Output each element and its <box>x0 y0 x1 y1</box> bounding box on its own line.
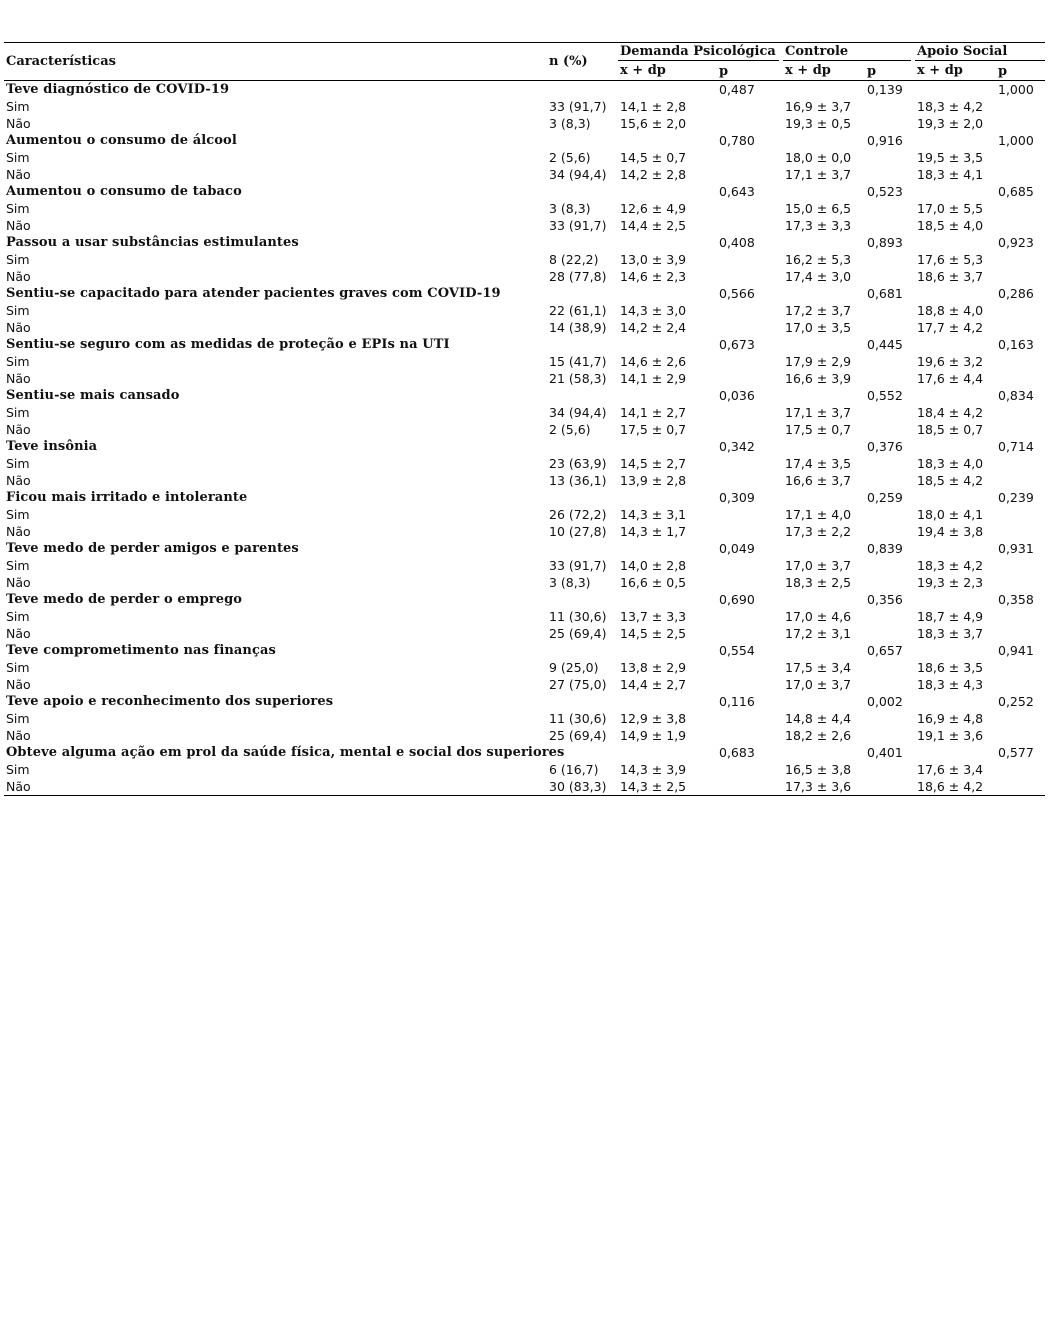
header-characteristics: Características <box>6 54 116 69</box>
mean-sd-controle: 17,4 ± 3,5 <box>785 456 852 471</box>
response-label: Sim <box>6 609 30 624</box>
p-value-demanda: 0,690 <box>719 592 755 607</box>
response-row-nao <box>4 778 1045 795</box>
p-value-apoio: 0,239 <box>998 490 1034 505</box>
mean-sd-demanda: 14,3 ± 1,7 <box>620 524 687 539</box>
mean-sd-demanda: 14,6 ± 2,6 <box>620 354 687 369</box>
group-rule-controle <box>783 60 911 61</box>
characteristic-label: Ficou mais irritado e intolerante <box>6 490 248 505</box>
mean-sd-demanda: 13,7 ± 3,3 <box>620 609 687 624</box>
n-percent: 34 (94,4) <box>549 167 607 182</box>
mean-sd-controle: 17,9 ± 2,9 <box>785 354 852 369</box>
response-label: Não <box>6 167 31 182</box>
mean-sd-apoio: 18,8 ± 4,0 <box>917 303 984 318</box>
response-row-sim <box>4 302 1045 319</box>
characteristic-row <box>4 744 1045 761</box>
mean-sd-demanda: 14,0 ± 2,8 <box>620 558 687 573</box>
mean-sd-apoio: 19,5 ± 3,5 <box>917 150 984 165</box>
characteristic-row <box>4 183 1045 200</box>
mean-sd-apoio: 19,3 ± 2,3 <box>917 575 984 590</box>
p-value-apoio: 0,923 <box>998 235 1034 250</box>
response-row-nao <box>4 421 1045 438</box>
header-dem-mean: x + dp <box>620 63 666 78</box>
mean-sd-demanda: 14,5 ± 2,7 <box>620 456 687 471</box>
response-row-sim <box>4 200 1045 217</box>
characteristic-row <box>4 81 1045 98</box>
response-label: Não <box>6 677 31 692</box>
characteristic-label: Teve comprometimento nas finanças <box>6 643 276 658</box>
n-percent: 6 (16,7) <box>549 762 599 777</box>
p-value-demanda: 0,036 <box>719 388 755 403</box>
n-percent: 21 (58,3) <box>549 371 607 386</box>
p-value-controle: 0,259 <box>867 490 903 505</box>
mean-sd-apoio: 16,9 ± 4,8 <box>917 711 984 726</box>
response-row-nao <box>4 319 1045 336</box>
mean-sd-apoio: 18,3 ± 3,7 <box>917 626 984 641</box>
p-value-apoio: 0,941 <box>998 643 1034 658</box>
response-label: Não <box>6 371 31 386</box>
mean-sd-demanda: 13,9 ± 2,8 <box>620 473 687 488</box>
n-percent: 8 (22,2) <box>549 252 599 267</box>
n-percent: 23 (63,9) <box>549 456 607 471</box>
response-row-nao <box>4 676 1045 693</box>
p-value-apoio: 0,252 <box>998 694 1034 709</box>
mean-sd-apoio: 19,1 ± 3,6 <box>917 728 984 743</box>
p-value-controle: 0,139 <box>867 82 903 97</box>
n-percent: 15 (41,7) <box>549 354 607 369</box>
mean-sd-apoio: 19,4 ± 3,8 <box>917 524 984 539</box>
response-row-sim <box>4 659 1045 676</box>
mean-sd-demanda: 14,9 ± 1,9 <box>620 728 687 743</box>
p-value-demanda: 0,643 <box>719 184 755 199</box>
mean-sd-demanda: 14,1 ± 2,7 <box>620 405 687 420</box>
n-percent: 27 (75,0) <box>549 677 607 692</box>
characteristic-label: Teve apoio e reconhecimento dos superiores <box>6 694 334 709</box>
n-percent: 26 (72,2) <box>549 507 607 522</box>
mean-sd-apoio: 18,6 ± 4,2 <box>917 779 984 794</box>
mean-sd-demanda: 14,2 ± 2,4 <box>620 320 687 335</box>
response-label: Não <box>6 575 31 590</box>
mean-sd-controle: 17,5 ± 3,4 <box>785 660 852 675</box>
group-rule-apoio <box>915 60 1045 61</box>
p-value-controle: 0,376 <box>867 439 903 454</box>
mean-sd-controle: 17,4 ± 3,0 <box>785 269 852 284</box>
mean-sd-controle: 17,0 ± 3,7 <box>785 558 852 573</box>
n-percent: 22 (61,1) <box>549 303 607 318</box>
response-label: Sim <box>6 711 30 726</box>
characteristic-row <box>4 693 1045 710</box>
response-label: Sim <box>6 660 30 675</box>
characteristic-label: Teve medo de perder o emprego <box>6 592 243 607</box>
characteristic-row <box>4 387 1045 404</box>
mean-sd-apoio: 18,4 ± 4,2 <box>917 405 984 420</box>
response-row-sim <box>4 761 1045 778</box>
p-value-demanda: 0,309 <box>719 490 755 505</box>
response-label: Não <box>6 116 31 131</box>
mean-sd-apoio: 19,6 ± 3,2 <box>917 354 984 369</box>
mean-sd-controle: 17,1 ± 3,7 <box>785 405 852 420</box>
response-label: Não <box>6 779 31 794</box>
response-row-nao <box>4 115 1045 132</box>
response-label: Não <box>6 320 31 335</box>
p-value-controle: 0,681 <box>867 286 903 301</box>
mean-sd-controle: 16,9 ± 3,7 <box>785 99 852 114</box>
header-group-demanda: Demanda Psicológica <box>620 44 776 59</box>
mean-sd-demanda: 14,1 ± 2,9 <box>620 371 687 386</box>
table-body <box>4 81 1045 796</box>
mean-sd-apoio: 18,7 ± 4,9 <box>917 609 984 624</box>
response-row-sim <box>4 149 1045 166</box>
response-row-sim <box>4 557 1045 574</box>
response-label: Não <box>6 524 31 539</box>
p-value-controle: 0,893 <box>867 235 903 250</box>
header-dem-p: p <box>719 64 729 79</box>
n-percent: 28 (77,8) <box>549 269 607 284</box>
mean-sd-demanda: 14,5 ± 0,7 <box>620 150 687 165</box>
mean-sd-apoio: 18,5 ± 0,7 <box>917 422 984 437</box>
response-row-sim <box>4 353 1045 370</box>
header-ctl-mean: x + dp <box>785 63 831 78</box>
response-label: Não <box>6 218 31 233</box>
mean-sd-controle: 15,0 ± 6,5 <box>785 201 852 216</box>
p-value-controle: 0,839 <box>867 541 903 556</box>
mean-sd-controle: 19,3 ± 0,5 <box>785 116 852 131</box>
mean-sd-controle: 17,2 ± 3,1 <box>785 626 852 641</box>
mean-sd-apoio: 17,7 ± 4,2 <box>917 320 984 335</box>
p-value-apoio: 1,000 <box>998 82 1034 97</box>
p-value-controle: 0,445 <box>867 337 903 352</box>
mean-sd-controle: 18,3 ± 2,5 <box>785 575 852 590</box>
n-percent: 33 (91,7) <box>549 99 607 114</box>
response-row-sim <box>4 251 1045 268</box>
mean-sd-controle: 16,6 ± 3,9 <box>785 371 852 386</box>
table-header <box>4 42 1045 81</box>
header-n-pct: n (%) <box>549 54 588 69</box>
mean-sd-controle: 16,6 ± 3,7 <box>785 473 852 488</box>
response-row-sim <box>4 506 1045 523</box>
n-percent: 14 (38,9) <box>549 320 607 335</box>
mean-sd-controle: 17,1 ± 3,7 <box>785 167 852 182</box>
response-label: Sim <box>6 252 30 267</box>
mean-sd-demanda: 12,6 ± 4,9 <box>620 201 687 216</box>
mean-sd-controle: 17,2 ± 3,7 <box>785 303 852 318</box>
mean-sd-apoio: 17,6 ± 3,4 <box>917 762 984 777</box>
n-percent: 3 (8,3) <box>549 116 591 131</box>
mean-sd-controle: 17,0 ± 4,6 <box>785 609 852 624</box>
p-value-demanda: 0,780 <box>719 133 755 148</box>
characteristic-label: Aumentou o consumo de álcool <box>6 133 237 148</box>
p-value-controle: 0,356 <box>867 592 903 607</box>
mean-sd-demanda: 12,9 ± 3,8 <box>620 711 687 726</box>
mean-sd-demanda: 13,8 ± 2,9 <box>620 660 687 675</box>
response-row-nao <box>4 625 1045 642</box>
characteristic-row <box>4 642 1045 659</box>
mean-sd-controle: 18,2 ± 2,6 <box>785 728 852 743</box>
mean-sd-controle: 17,3 ± 2,2 <box>785 524 852 539</box>
p-value-controle: 0,916 <box>867 133 903 148</box>
response-label: Não <box>6 728 31 743</box>
response-row-nao <box>4 217 1045 234</box>
p-value-demanda: 0,487 <box>719 82 755 97</box>
p-value-demanda: 0,683 <box>719 745 755 760</box>
response-label: Sim <box>6 456 30 471</box>
response-label: Sim <box>6 405 30 420</box>
mean-sd-apoio: 18,5 ± 4,0 <box>917 218 984 233</box>
response-row-sim <box>4 98 1045 115</box>
response-label: Sim <box>6 354 30 369</box>
characteristic-row <box>4 540 1045 557</box>
n-percent: 25 (69,4) <box>549 626 607 641</box>
mean-sd-controle: 17,3 ± 3,3 <box>785 218 852 233</box>
mean-sd-demanda: 14,4 ± 2,7 <box>620 677 687 692</box>
n-percent: 9 (25,0) <box>549 660 599 675</box>
p-value-demanda: 0,116 <box>719 694 755 709</box>
mean-sd-controle: 16,2 ± 5,3 <box>785 252 852 267</box>
mean-sd-demanda: 14,1 ± 2,8 <box>620 99 687 114</box>
characteristic-label: Teve medo de perder amigos e parentes <box>6 541 299 556</box>
p-value-controle: 0,552 <box>867 388 903 403</box>
mean-sd-apoio: 19,3 ± 2,0 <box>917 116 984 131</box>
response-label: Não <box>6 269 31 284</box>
mean-sd-apoio: 17,6 ± 4,4 <box>917 371 984 386</box>
response-label: Não <box>6 626 31 641</box>
mean-sd-apoio: 18,3 ± 4,1 <box>917 167 984 182</box>
characteristic-label: Sentiu-se mais cansado <box>6 388 180 403</box>
mean-sd-apoio: 18,5 ± 4,2 <box>917 473 984 488</box>
characteristic-row <box>4 132 1045 149</box>
mean-sd-apoio: 18,3 ± 4,0 <box>917 456 984 471</box>
mean-sd-demanda: 13,0 ± 3,9 <box>620 252 687 267</box>
header-ctl-p: p <box>867 64 877 79</box>
group-rule-demanda <box>618 60 779 61</box>
p-value-apoio: 0,834 <box>998 388 1034 403</box>
characteristic-row <box>4 438 1045 455</box>
response-row-sim <box>4 710 1045 727</box>
n-percent: 2 (5,6) <box>549 150 591 165</box>
mean-sd-apoio: 17,6 ± 5,3 <box>917 252 984 267</box>
n-percent: 10 (27,8) <box>549 524 607 539</box>
response-row-nao <box>4 166 1045 183</box>
p-value-controle: 0,401 <box>867 745 903 760</box>
header-group-controle: Controle <box>785 44 849 59</box>
mean-sd-controle: 17,3 ± 3,6 <box>785 779 852 794</box>
mean-sd-apoio: 18,3 ± 4,2 <box>917 99 984 114</box>
p-value-apoio: 0,577 <box>998 745 1034 760</box>
response-row-sim <box>4 608 1045 625</box>
mean-sd-controle: 14,8 ± 4,4 <box>785 711 852 726</box>
response-row-nao <box>4 574 1045 591</box>
p-value-controle: 0,002 <box>867 694 903 709</box>
header-group-apoio: Apoio Social <box>917 44 1008 59</box>
p-value-controle: 0,657 <box>867 643 903 658</box>
mean-sd-apoio: 18,0 ± 4,1 <box>917 507 984 522</box>
response-label: Sim <box>6 507 30 522</box>
header-apo-p: p <box>998 64 1008 79</box>
p-value-demanda: 0,554 <box>719 643 755 658</box>
results-table <box>4 42 1045 796</box>
response-label: Sim <box>6 99 30 114</box>
mean-sd-controle: 16,5 ± 3,8 <box>785 762 852 777</box>
mean-sd-controle: 17,0 ± 3,7 <box>785 677 852 692</box>
response-label: Não <box>6 473 31 488</box>
mean-sd-apoio: 18,6 ± 3,7 <box>917 269 984 284</box>
mean-sd-controle: 18,0 ± 0,0 <box>785 150 852 165</box>
n-percent: 34 (94,4) <box>549 405 607 420</box>
p-value-demanda: 0,342 <box>719 439 755 454</box>
characteristic-label: Teve diagnóstico de COVID-19 <box>6 82 230 97</box>
mean-sd-demanda: 14,6 ± 2,3 <box>620 269 687 284</box>
mean-sd-controle: 17,0 ± 3,5 <box>785 320 852 335</box>
mean-sd-apoio: 18,3 ± 4,2 <box>917 558 984 573</box>
response-row-nao <box>4 523 1045 540</box>
mean-sd-demanda: 14,2 ± 2,8 <box>620 167 687 182</box>
n-percent: 3 (8,3) <box>549 575 591 590</box>
n-percent: 2 (5,6) <box>549 422 591 437</box>
mean-sd-apoio: 17,0 ± 5,5 <box>917 201 984 216</box>
response-label: Sim <box>6 762 30 777</box>
p-value-apoio: 0,931 <box>998 541 1034 556</box>
response-label: Sim <box>6 150 30 165</box>
characteristic-label: Sentiu-se capacitado para atender pacientes graves com COVID-19 <box>6 286 501 301</box>
mean-sd-demanda: 14,3 ± 3,9 <box>620 762 687 777</box>
n-percent: 11 (30,6) <box>549 609 607 624</box>
response-row-sim <box>4 455 1045 472</box>
mean-sd-controle: 17,5 ± 0,7 <box>785 422 852 437</box>
n-percent: 30 (83,3) <box>549 779 607 794</box>
p-value-demanda: 0,049 <box>719 541 755 556</box>
mean-sd-demanda: 17,5 ± 0,7 <box>620 422 687 437</box>
n-percent: 3 (8,3) <box>549 201 591 216</box>
characteristic-row <box>4 285 1045 302</box>
characteristic-label: Aumentou o consumo de tabaco <box>6 184 242 199</box>
characteristic-row <box>4 591 1045 608</box>
characteristic-row <box>4 336 1045 353</box>
mean-sd-demanda: 16,6 ± 0,5 <box>620 575 687 590</box>
header-apo-mean: x + dp <box>917 63 963 78</box>
mean-sd-demanda: 14,3 ± 3,1 <box>620 507 687 522</box>
mean-sd-demanda: 14,5 ± 2,5 <box>620 626 687 641</box>
characteristic-label: Sentiu-se seguro com as medidas de proteção e EPIs na UTI <box>6 337 450 352</box>
p-value-apoio: 0,714 <box>998 439 1034 454</box>
p-value-apoio: 0,685 <box>998 184 1034 199</box>
mean-sd-demanda: 14,3 ± 3,0 <box>620 303 687 318</box>
characteristic-label: Teve insônia <box>6 439 98 454</box>
p-value-apoio: 0,358 <box>998 592 1034 607</box>
response-label: Sim <box>6 201 30 216</box>
n-percent: 13 (36,1) <box>549 473 607 488</box>
mean-sd-demanda: 14,4 ± 2,5 <box>620 218 687 233</box>
response-label: Sim <box>6 558 30 573</box>
response-label: Não <box>6 422 31 437</box>
p-value-demanda: 0,673 <box>719 337 755 352</box>
n-percent: 33 (91,7) <box>549 558 607 573</box>
p-value-apoio: 1,000 <box>998 133 1034 148</box>
response-row-nao <box>4 727 1045 744</box>
characteristic-label: Obteve alguma ação em prol da saúde física, mental e social dos superiores <box>6 745 565 760</box>
p-value-controle: 0,523 <box>867 184 903 199</box>
mean-sd-apoio: 18,6 ± 3,5 <box>917 660 984 675</box>
response-label: Sim <box>6 303 30 318</box>
p-value-apoio: 0,286 <box>998 286 1034 301</box>
p-value-demanda: 0,408 <box>719 235 755 250</box>
n-percent: 25 (69,4) <box>549 728 607 743</box>
n-percent: 33 (91,7) <box>549 218 607 233</box>
characteristic-row <box>4 234 1045 251</box>
characteristic-row <box>4 489 1045 506</box>
response-row-nao <box>4 268 1045 285</box>
p-value-apoio: 0,163 <box>998 337 1034 352</box>
response-row-sim <box>4 404 1045 421</box>
characteristic-label: Passou a usar substâncias estimulantes <box>6 235 299 250</box>
mean-sd-demanda: 15,6 ± 2,0 <box>620 116 687 131</box>
mean-sd-apoio: 18,3 ± 4,3 <box>917 677 984 692</box>
mean-sd-demanda: 14,3 ± 2,5 <box>620 779 687 794</box>
response-row-nao <box>4 370 1045 387</box>
mean-sd-controle: 17,1 ± 4,0 <box>785 507 852 522</box>
p-value-demanda: 0,566 <box>719 286 755 301</box>
response-row-nao <box>4 472 1045 489</box>
n-percent: 11 (30,6) <box>549 711 607 726</box>
